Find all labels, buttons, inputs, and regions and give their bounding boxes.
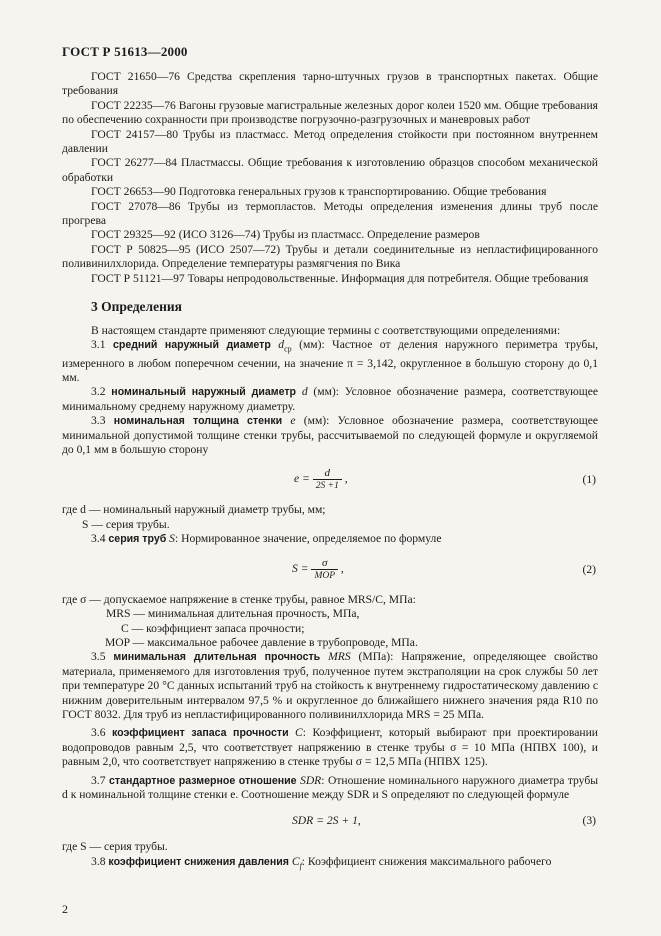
definition-3-4: 3.4 серия труб S: Нормированное значение, определяемое по формуле <box>91 532 442 546</box>
term: номинальный наружный диаметр <box>111 386 297 399</box>
formula-2 <box>62 553 598 587</box>
formula-expression: S = $\frac{\sigma}{\text{MOP}}$ , <box>292 556 344 581</box>
definition-3-2: 3.2 номинальный наружный диаметр d (мм): Условное обозначение размера, соответствующее минимальному среднему наружному диаметру. <box>62 385 599 413</box>
formula-number: (1) <box>582 473 596 487</box>
ref-item: ГОСТ Р 50825—95 (ИСО 2507—72) Трубы и детали соединительные из непластифицированного поливинилхлорида. Определение температуры размягчения по Вика <box>62 242 598 271</box>
formula-expression: SDR = 2S + 1, <box>292 814 361 828</box>
where-line: где σ — допускаемое напряжение в стенке трубы, равное MRS/C, МПа: <box>62 592 416 606</box>
term: коэффициент запаса прочности <box>111 727 289 740</box>
formula-expression: e = $\frac{d}{2S +1}$ , <box>294 467 348 492</box>
definition-3-8: 3.8 коэффициент снижения давления $C_f$: Коэффициент снижения максимального рабочего <box>91 854 552 871</box>
term: минимальная длительная прочность <box>113 651 321 664</box>
term: номинальная толщина стенки <box>113 415 283 428</box>
ref-item: ГОСТ 22235—76 Вагоны грузовые магистральные железных дорог колеи 1520 мм. Общие требования по обеспечению сохранности при производстве погрузочно-разгрузочных и маневровых работ <box>62 98 598 127</box>
where-line: где d — номинальный наружный диаметр трубы, мм; <box>62 503 326 517</box>
term: коэффициент снижения давления <box>108 855 289 868</box>
formula-1 <box>62 463 598 497</box>
ref-item: ГОСТ 29325—92 (ИСО 3126—74) Трубы из пластмасс. Определение размеров <box>91 228 480 242</box>
formula-number: (2) <box>582 562 596 576</box>
where-line: где S — серия трубы. <box>62 840 168 854</box>
page-number: 2 <box>62 902 68 916</box>
ref-item: ГОСТ 21650—76 Средства скрепления тарно-штучных грузов в транспортных пакетах. Общие требования <box>62 70 598 98</box>
ref-item: ГОСТ Р 51121—97 Товары непродовольственные. Информация для потребителя. Общие требования <box>91 271 589 285</box>
ref-item: ГОСТ 24157—80 Трубы из пластмасс. Метод определения стойкости при постоянном внутреннем давлении <box>62 127 598 156</box>
section-intro: В настоящем стандарте применяют следующие термины с соответствующими определениями: <box>91 323 561 337</box>
section-heading: 3 Определения <box>91 299 182 315</box>
ref-item: ГОСТ 26653—90 Подготовка генеральных грузов к транспортированию. Общие требования <box>91 185 547 199</box>
definition-3-5: 3.5 минимальная длительная прочность MRS (МПа): Напряжение, определяющее свойство материала, применяемого для изготовления труб, полученное путем экстраполяции на срок службы 50 лет при температуре 20 °С данных испытаний труб на стойкость к внутреннему гидростатическому давлению с нижним доверительным интервалом 97,5 % и округленное до ближайшего нижнего значения ряда R10 по ГОСТ 8032. Для труб из непластифицированного поливинилхлорида MRS = 25 МПа. <box>62 650 598 721</box>
definition-3-1: 3.1 средний наружный диаметр $d_{ср}$ (мм): Частное от деления наружного периметра трубы, измеренного в любом поперечном сечении, на значение π = 3,142, округленное в большую сторону до 0,1 мм. <box>62 337 599 385</box>
term: средний наружный диаметр <box>112 338 271 351</box>
definition-3-3: 3.3 номинальная толщина стенки e (мм): Условное обозначение размера, соответствующее минимальной допустимой толщине стенки трубы, рассчитываемой по следующей формуле и округляемой до 0,1 мм в большую сторону <box>62 414 598 457</box>
ref-item: ГОСТ 27078—86 Трубы из термопластов. Методы определения изменения длины труб после прогрева <box>62 199 598 228</box>
running-header: ГОСТ Р 51613—2000 <box>62 44 188 59</box>
formula-number: (3) <box>582 814 596 828</box>
where-line: MOP — максимальное рабочее давление в трубопроводе, МПа. <box>105 635 418 649</box>
term: стандартное размерное отношение <box>108 774 297 787</box>
page-body <box>62 70 598 874</box>
definition-3-6: 3.6 коэффициент запаса прочности C: Коэффициент, который выбирают при проектировании водопроводов равным 2,5, что соответствует напряжению в стенке трубы σ = 10 МПа (НПВХ 100), и равным 2,0, что соответствует напряжению в стенке трубы σ = 12,5 МПа (НПВХ 125). <box>62 726 598 769</box>
where-line: S — серия трубы. <box>82 517 170 531</box>
definition-3-7: 3.7 стандартное размерное отношение SDR: Отношение номинального наружного диаметра трубы d к номинальной толщине стенки e. Соотношение между SDR и S определяют по следующей формуле <box>62 773 599 801</box>
where-line: MRS — минимальная длительная прочность, МПа, <box>106 607 360 621</box>
where-line: C — коэффициент запаса прочности; <box>121 621 305 635</box>
formula-3 <box>62 808 598 834</box>
term: серия труб <box>108 533 167 546</box>
ref-item: ГОСТ 26277—84 Пластмассы. Общие требования к изготовлению образцов способом механической обработки <box>62 156 598 184</box>
